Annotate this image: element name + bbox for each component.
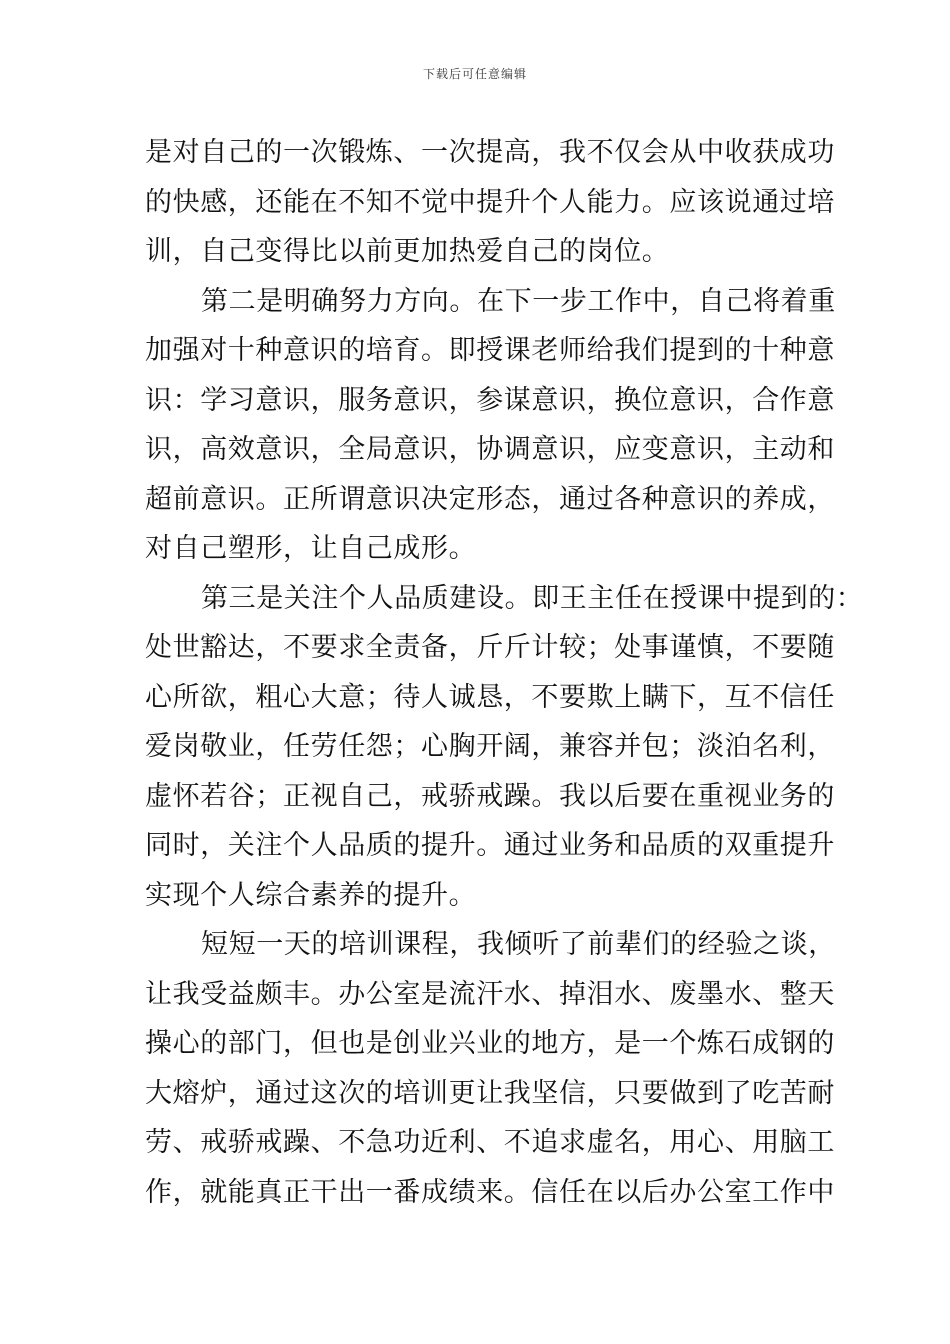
text-line: 同时，关注个人品质的提升。通过业务和品质的双重提升 xyxy=(145,830,835,861)
text-line: 大熔炉，通过这次的培训更让我坚信，只要做到了吃苦耐 xyxy=(145,1077,835,1109)
paragraph-2 xyxy=(145,277,836,574)
text-line: 第二是明确努力方向。在下一步工作中，自己将着重 xyxy=(201,285,836,317)
text-line: 短短一天的培训课程，我倾听了前辈们的经验之谈， xyxy=(201,929,836,960)
paragraph-3 xyxy=(145,574,864,921)
text-line: 爱岗敬业，任劳任怨；心胸开阔，兼容并包；淡泊名利， xyxy=(145,731,835,762)
text-line: 实现个人综合素养的提升。 xyxy=(145,879,477,911)
document-body xyxy=(145,128,864,1217)
text-line: 加强对十种意识的培育。即授课老师给我们提到的十种意 xyxy=(145,335,835,366)
paragraph-4 xyxy=(145,920,836,1217)
text-line: 是对自己的一次锻炼、一次提高，我不仅会从中收获成功 xyxy=(145,137,835,168)
paragraph-1 xyxy=(145,128,835,277)
text-line: 识：学习意识，服务意识，参谋意识，换位意识，合作意 xyxy=(145,384,835,416)
text-line: 虚怀若谷；正视自己，戒骄戒躁。我以后要在重视业务的 xyxy=(145,780,835,812)
text-line: 超前意识。正所谓意识决定形态，通过各种意识的养成， xyxy=(145,483,835,515)
text-line: 第三是关注个人品质建设。即王主任在授课中提到的： xyxy=(201,582,864,614)
page-header: 下载后可任意编辑 xyxy=(422,67,527,81)
text-line: 操心的部门，但也是创业兴业的地方，是一个炼石成钢的 xyxy=(145,1028,835,1059)
text-line: 训，自己变得比以前更加热爱自己的岗位。 xyxy=(145,236,670,267)
text-line: 心所欲，粗心大意；待人诚恳，不要欺上瞒下，互不信任 xyxy=(145,681,835,713)
text-line: 劳、戒骄戒躁、不急功近利、不追求虚名，用心、用脑工 xyxy=(145,1127,835,1158)
text-line: 对自己塑形，让自己成形。 xyxy=(145,533,477,564)
text-line: 识，高效意识，全局意识，协调意识，应变意识，主动和 xyxy=(145,434,835,465)
text-line: 作，就能真正干出一番成绩来。信任在以后办公室工作中 xyxy=(145,1176,835,1208)
text-line: 处世豁达，不要求全责备，斤斤计较；处事谨慎，不要随 xyxy=(145,632,835,663)
text-line: 让我受益颇丰。办公室是流汗水、掉泪水、废墨水、整天 xyxy=(145,978,835,1010)
text-line: 的快感，还能在不知不觉中提升个人能力。应该说通过培 xyxy=(145,186,835,218)
